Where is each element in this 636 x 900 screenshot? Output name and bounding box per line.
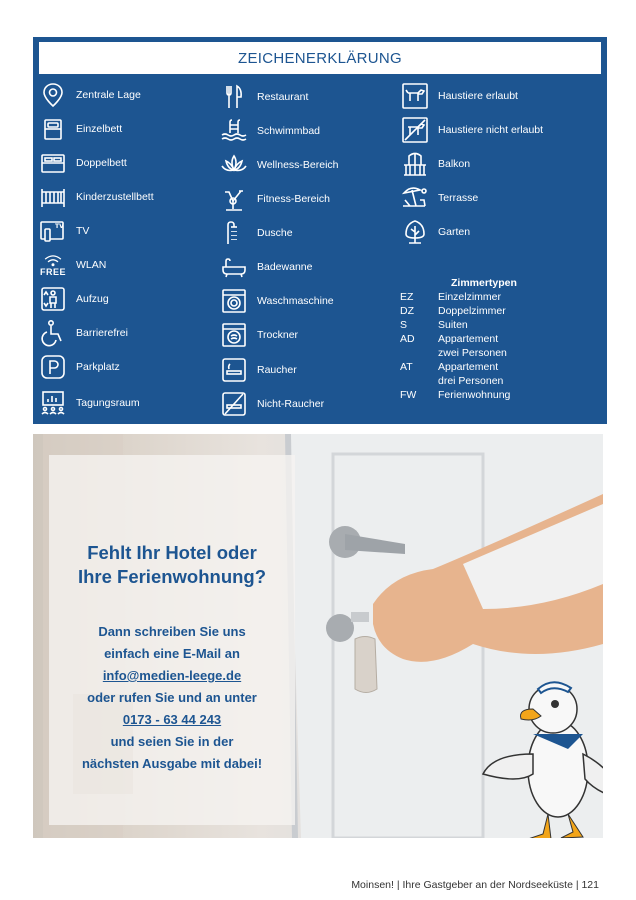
- legend-item-balkon: [400, 148, 470, 180]
- promo-heading: [49, 541, 295, 589]
- page-footer: Moinsen! | Ihre Gastgeber an der Nordseeküste | 121: [351, 879, 599, 891]
- bathtub-icon: [219, 252, 249, 282]
- legend-item-nicht-raucher: [219, 388, 324, 420]
- legend-item-terrasse: [400, 182, 478, 214]
- room-code: AT: [400, 361, 413, 373]
- room-description: Appartement zwei Personen: [438, 333, 507, 359]
- legend-item-haustiere-nicht-erlaubt: [400, 114, 543, 146]
- legend-box: [33, 37, 607, 424]
- legend-label: Kinderzustellbett: [76, 191, 154, 203]
- no-smoking-icon: [219, 389, 249, 419]
- legend-item-einzelbett: [38, 113, 122, 145]
- legend-label: Barrierefrei: [76, 327, 128, 339]
- swimming-pool-icon: [219, 116, 249, 146]
- legend-item-kinderzustellbett: [38, 181, 154, 213]
- exercise-bike-icon: [219, 184, 249, 214]
- legend-label: Einzelbett: [76, 123, 123, 135]
- promo-text-line: nächsten Ausgabe mit dabei!: [81, 756, 263, 771]
- washing-machine-icon: [219, 286, 249, 316]
- zimmertypen-row: [400, 332, 600, 360]
- svg-text:TV: TV: [55, 223, 64, 230]
- legend-label: Trockner: [257, 329, 299, 341]
- room-description: Ferienwohnung: [438, 389, 511, 401]
- elevator-icon: [38, 284, 68, 314]
- garden-icon: [400, 217, 430, 247]
- legend-item-garten: [400, 216, 470, 248]
- legend-label: Wellness-Bereich: [257, 159, 339, 171]
- room-code: FW: [400, 389, 417, 401]
- legend-item-tv: [38, 215, 89, 247]
- legend-item-dusche: [219, 217, 293, 249]
- email-link[interactable]: info@medien-leege.de: [102, 668, 242, 683]
- smoking-icon: [219, 355, 249, 385]
- legend-label: Badewanne: [257, 261, 313, 273]
- legend-label: Haustiere erlaubt: [438, 90, 518, 102]
- dryer-icon: [219, 320, 249, 350]
- legend-label: Parkplatz: [76, 361, 120, 373]
- promo-text-line: einfach eine E-Mail an: [104, 646, 240, 661]
- promo-text-line: oder rufen Sie und an unter: [87, 690, 257, 705]
- legend-item-fitness: [219, 183, 330, 215]
- zimmertypen-row: [400, 360, 600, 388]
- legend-label: Raucher: [257, 364, 297, 376]
- location-pin-icon: [38, 80, 68, 110]
- wellness-lotus-icon: [219, 150, 249, 180]
- legend-label: Waschmaschine: [257, 295, 334, 307]
- shower-icon: [219, 218, 249, 248]
- zimmertypen-row: [400, 318, 600, 332]
- phone-link[interactable]: 0173 - 63 44 243: [122, 712, 222, 727]
- legend-label: Garten: [438, 226, 471, 238]
- legend-label: Balkon: [438, 158, 471, 170]
- pets-not-allowed-icon: [400, 115, 430, 145]
- room-description: Appartement drei Personen: [438, 361, 504, 387]
- legend-label: TV: [76, 225, 90, 237]
- legend-label: Tagungsraum: [76, 397, 140, 409]
- legend-item-doppelbett: [38, 147, 127, 179]
- zimmertypen-title: Zimmertypen: [451, 277, 517, 289]
- legend-item-tagungsraum: [38, 387, 140, 419]
- zimmertypen-table: [400, 277, 600, 402]
- legend-label: Fitness-Bereich: [257, 193, 330, 205]
- conference-room-icon: [38, 388, 68, 418]
- tv-icon: [38, 216, 68, 246]
- wifi-icon: [38, 250, 68, 280]
- legend-label: Nicht-Raucher: [257, 398, 325, 410]
- legend-item-trockner: [219, 319, 298, 351]
- room-code: AD: [400, 333, 415, 345]
- legend-label: Haustiere nicht erlaubt: [438, 124, 544, 136]
- legend-label: Schwimmbad: [257, 125, 321, 137]
- promo-text-line: Dann schreiben Sie uns: [98, 624, 246, 639]
- legend-item-zentrale-lage: [38, 79, 141, 111]
- legend-item-wellness: [219, 149, 339, 181]
- legend-label: Doppelbett: [76, 157, 127, 169]
- room-description: Suiten: [438, 319, 468, 331]
- double-bed-icon: [38, 148, 68, 178]
- promo-text-line: und seien Sie in der: [110, 734, 234, 749]
- room-description: Doppelzimmer: [438, 305, 506, 317]
- legend-item-haustiere-erlaubt: [400, 80, 518, 112]
- legend-item-barrierefrei: [38, 317, 128, 349]
- crib-icon: [38, 182, 68, 212]
- parking-icon: [38, 352, 68, 382]
- legend-item-raucher: [219, 354, 297, 386]
- legend-label: Restaurant: [257, 91, 309, 103]
- legend-item-aufzug: [38, 283, 109, 315]
- legend-item-badewanne: [219, 251, 312, 283]
- pets-allowed-icon: [400, 81, 430, 111]
- legend-label: Zentrale Lage: [76, 89, 141, 101]
- restaurant-icon: [219, 82, 249, 112]
- balcony-icon: [400, 149, 430, 179]
- promo-body: [49, 621, 295, 775]
- legend-item-parkplatz: [38, 351, 120, 383]
- room-code: EZ: [400, 291, 414, 303]
- legend-label: Aufzug: [76, 293, 109, 305]
- legend-label: Terrasse: [438, 192, 479, 204]
- free-badge: FREE: [39, 266, 66, 277]
- promo-photo: [33, 434, 603, 838]
- legend-title: ZEICHENERKLÄRUNG: [39, 42, 601, 74]
- legend-item-restaurant: [219, 81, 308, 113]
- legend-label: WLAN: [76, 259, 107, 271]
- room-description: Einzelzimmer: [438, 291, 502, 303]
- zimmertypen-row: [400, 304, 600, 318]
- promo-heading-line: Ihre Ferienwohnung?: [77, 566, 267, 587]
- promo-panel: [49, 455, 295, 825]
- promo-heading-line: Fehlt Ihr Hotel oder: [87, 542, 257, 563]
- zimmertypen-row: [400, 290, 600, 304]
- single-bed-icon: [38, 114, 68, 144]
- terrace-icon: [400, 183, 430, 213]
- legend-item-wlan: [38, 249, 106, 281]
- legend-item-waschmaschine: [219, 285, 334, 317]
- room-code: S: [400, 319, 408, 331]
- zimmertypen-row: [400, 388, 600, 402]
- legend-label: Dusche: [257, 227, 293, 239]
- wheelchair-icon: [38, 318, 68, 348]
- legend-item-schwimmbad: [219, 115, 320, 147]
- room-code: DZ: [400, 305, 414, 317]
